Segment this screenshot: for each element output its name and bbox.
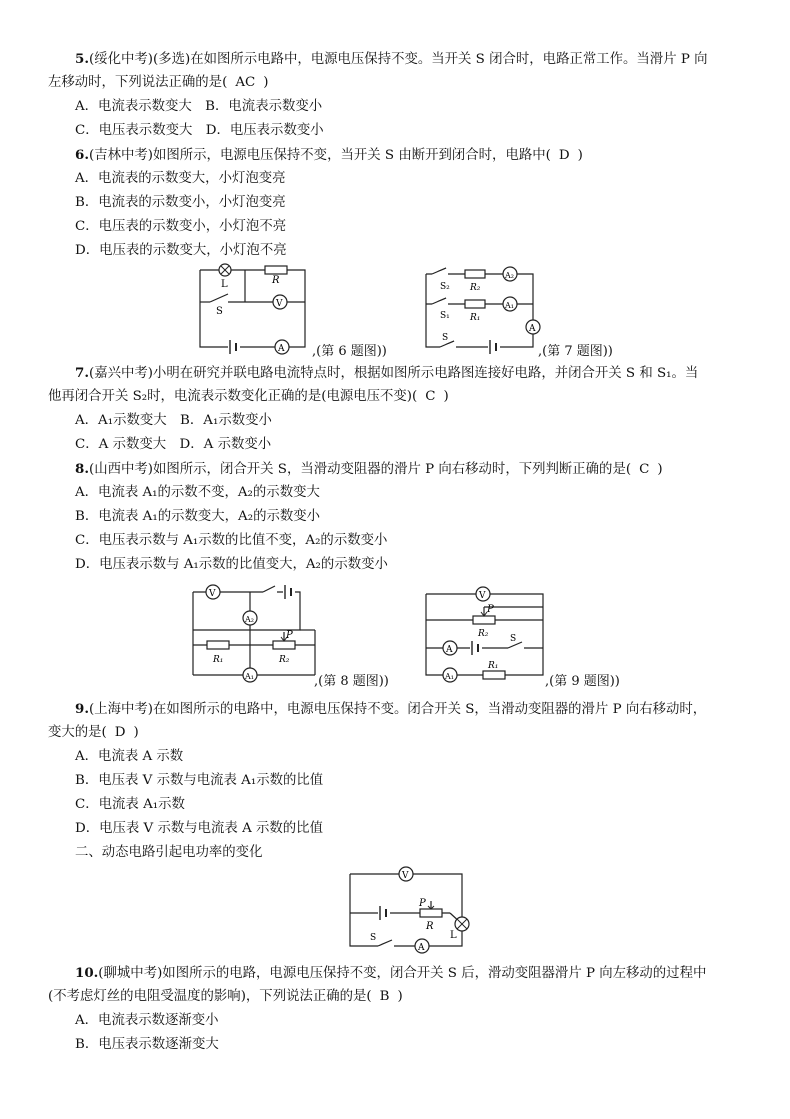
- fig8-label-v: V: [209, 589, 216, 599]
- q10-line2: [48, 988, 403, 1006]
- q7-options-cd: C．A 示数变大 D．A 示数变小: [75, 437, 272, 452]
- q9-option-b: B．电压表 V 示数与电流表 A₁示数的比值: [75, 773, 324, 788]
- q8-paren-close: ): [657, 462, 663, 477]
- q7-line1: [75, 364, 698, 383]
- fig7-label-a1: A₁: [505, 301, 514, 310]
- fig7-resistor-r2-icon: [465, 270, 485, 278]
- q7-stem-line2: 他再闭合开关 S₂时，电流表示数变化正确的是(电源电压不变)(: [48, 389, 418, 404]
- q10-answer: B: [379, 989, 390, 1004]
- fig9-label-v: V: [479, 591, 486, 601]
- q8-stem-text: (山西中考)如图所示，闭合开关 S，当滑动变阻器的滑片 P 向右移动时，下列判断正确的是(: [88, 462, 632, 477]
- q6-option-a: A．电流表的示数变大，小灯泡变亮: [75, 171, 286, 186]
- fig6-label-r: R: [272, 275, 280, 286]
- fig9-label-r1: R₁: [488, 661, 499, 671]
- fig6-label-l: L: [221, 279, 228, 290]
- q7-answer: C: [425, 389, 436, 404]
- fig10-label-r: R: [426, 921, 434, 932]
- q9-option-d: D．电压表 V 示数与电流表 A 示数的比值: [75, 821, 323, 836]
- fig6-label-v: V: [276, 299, 283, 309]
- fig10-circuit-diagram: [340, 866, 480, 956]
- fig6-label-a: A: [278, 344, 285, 354]
- fig9-resistor-r1-icon: [483, 671, 505, 679]
- fig6-circuit-diagram: [190, 262, 320, 357]
- fig8-label-r2: R₂: [279, 655, 290, 665]
- fig7-circuit-diagram: [418, 262, 548, 357]
- fig10-label-v: V: [402, 871, 409, 881]
- q5-line2: [48, 74, 268, 92]
- fig9-circuit-diagram: [418, 580, 553, 685]
- q10-number: 10.: [75, 965, 99, 981]
- q8-number: 8.: [75, 461, 89, 477]
- q9-answer: D: [114, 725, 126, 740]
- q5-stem-line1: (绥化中考)(多选)在如图所示电路中，电源电压保持不变。当开关 S 闭合时，电路正常工作。当滑片 P 向: [88, 52, 708, 67]
- q9-stem-line1: (上海中考)在如图所示的电路中，电源电压保持不变。闭合开关 S，当滑动变阻器的滑片 P 向右移动时，: [88, 702, 707, 717]
- fig6-resistor-icon: [265, 266, 287, 274]
- q10-line1: [75, 964, 706, 983]
- section2-heading: 二、动态电路引起电功率的变化: [75, 845, 263, 860]
- q8-answer: C: [639, 462, 650, 477]
- fig9-label-p: P: [487, 604, 494, 615]
- fig9-label-r2: R₂: [478, 629, 489, 639]
- fig9-rheostat-r2-icon: [473, 616, 495, 624]
- q9-paren-close: ): [133, 725, 139, 740]
- q6-stem-text: (吉林中考)如图所示，电源电压保持不变，当开关 S 由断开到闭合时，电路中(: [88, 148, 551, 163]
- fig10-label-p: P: [419, 898, 426, 909]
- q10-stem-line1: (聊城中考)如图所示的电路，电源电压保持不变，闭合开关 S 后，滑动变阻器滑片 P 向左移动的过程中: [98, 966, 707, 981]
- fig7-caption: ,(第 7 题图)): [538, 344, 613, 359]
- q7-paren-close: ): [443, 389, 449, 404]
- q10-option-a: A．电流表示数逐渐变小: [75, 1013, 219, 1028]
- fig8-label-a2: A₂: [245, 615, 254, 624]
- fig10-rheostat-r-icon: [420, 909, 442, 917]
- q7-line2: [48, 388, 449, 406]
- fig8-resistor-r1-icon: [207, 641, 229, 649]
- fig9-caption: ,(第 9 题图)): [545, 674, 620, 689]
- q9-line1: [75, 700, 706, 719]
- fig8-label-a1: A₁: [245, 672, 254, 681]
- q6-option-c: C．电压表的示数变小，小灯泡不亮: [75, 219, 287, 234]
- q6-paren-close: ): [577, 148, 583, 163]
- q5-paren-close: ): [263, 75, 269, 90]
- fig8-label-p: P: [286, 630, 293, 641]
- fig10-label-a: A: [418, 943, 425, 953]
- q10-paren-close: ): [397, 989, 403, 1004]
- fig8-label-r1: R₁: [213, 655, 224, 665]
- fig7-label-a2: A₂: [505, 271, 514, 280]
- q8-option-d: D．电压表示数与 A₁示数的比值变大，A₂的示数变小: [75, 557, 388, 572]
- q7-options-ab: A．A₁示数变大 B．A₁示数变小: [75, 413, 272, 428]
- q5-stem-line2: 左移动时，下列说法正确的是(: [48, 75, 228, 90]
- q6-option-d: D．电压表的示数变大，小灯泡不亮: [75, 243, 287, 258]
- fig7-label-r2: R₂: [470, 283, 481, 293]
- q7-stem-line1: (嘉兴中考)小明在研究并联电路电流特点时，根据如图所示电路图连接好电路，并闭合开关 S 和 S₁。当: [88, 366, 699, 381]
- fig7-label-r1: R₁: [470, 313, 481, 323]
- q9-option-a: A．电流表 A 示数: [75, 749, 184, 764]
- q5-options-cd: C．电压表示数变大 D．电压表示数变小: [75, 123, 324, 138]
- q5-answer: AC: [235, 75, 256, 90]
- fig7-label-a: A: [529, 324, 536, 334]
- fig10-label-s: S: [370, 933, 377, 943]
- q6-option-b: B．电流表的示数变小，小灯泡变亮: [75, 195, 286, 210]
- fig9-label-a: A: [446, 645, 453, 655]
- fig8-circuit-diagram: [185, 580, 320, 685]
- q9-stem-line2: 变大的是(: [48, 725, 107, 740]
- q5-options-ab: A．电流表示数变大 B．电流表示数变小: [75, 99, 323, 114]
- q5-number: 5.: [75, 51, 89, 67]
- fig7-label-s: S: [442, 333, 449, 343]
- q6-answer: D: [558, 148, 570, 163]
- q8-option-b: B．电流表 A₁的示数变大，A₂的示数变小: [75, 509, 321, 524]
- q9-option-c: C．电流表 A₁示数: [75, 797, 185, 812]
- fig7-resistor-r1-icon: [465, 300, 485, 308]
- fig8-caption: ,(第 8 题图)): [314, 674, 389, 689]
- fig8-rheostat-r2-icon: [273, 641, 295, 649]
- q10-option-b: B．电压表示数逐渐变大: [75, 1037, 219, 1052]
- fig9-label-s: S: [510, 634, 517, 644]
- fig7-label-s2: S₂: [440, 282, 450, 292]
- q8-stem: [75, 460, 663, 479]
- fig9-label-a1: A₁: [445, 672, 454, 681]
- q7-number: 7.: [75, 365, 89, 381]
- q9-line2: [48, 724, 139, 742]
- q8-option-c: C．电压表示数与 A₁示数的比值不变，A₂的示数变小: [75, 533, 388, 548]
- fig6-caption: ,(第 6 题图)): [312, 344, 387, 359]
- q5-line1: [75, 50, 708, 69]
- q8-option-a: A．电流表 A₁的示数不变，A₂的示数变大: [75, 485, 320, 500]
- fig10-label-l: L: [450, 930, 457, 941]
- fig6-label-s: S: [216, 306, 223, 317]
- q6-stem: [75, 146, 583, 165]
- fig7-label-s1: S₁: [440, 311, 450, 321]
- q9-number: 9.: [75, 701, 89, 717]
- q6-number: 6.: [75, 147, 89, 163]
- q10-stem-line2: (不考虑灯丝的电阻受温度的影响)，下列说法正确的是(: [48, 989, 372, 1004]
